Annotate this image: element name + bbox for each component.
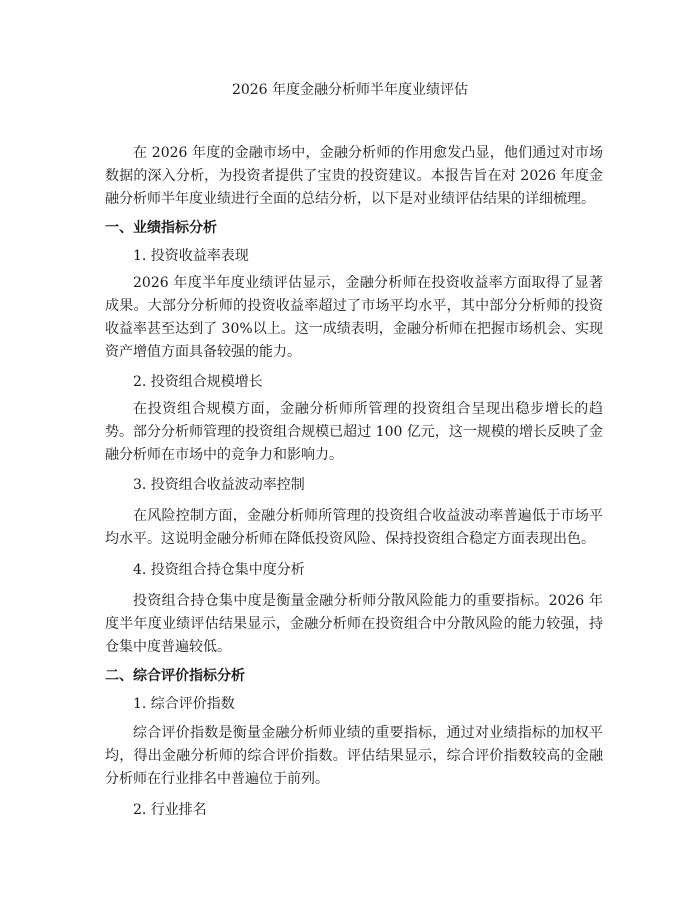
section2-item1-paragraph: 综合评价指数是衡量金融分析师业绩的重要指标，通过对业绩指标的加权平均，得出金融分析师的综合评价指数。评估结果显示，综合评价指数较高的金融分析师在行业排名中普遍位于前列。 <box>105 725 603 787</box>
section1-item3-heading: 3. 投资组合收益波动率控制 <box>133 477 305 493</box>
section1-item4-paragraph: 投资组合持仓集中度是衡量金融分析师分散风险能力的重要指标。2026 年度半年度业绩评估结果显示，金融分析师在投资组合中分散风险的能力较强，持仓集中度普遍较低。 <box>105 593 603 655</box>
section1-heading: 一、业绩指标分析 <box>105 220 217 236</box>
section1-item1-heading: 1. 投资收益率表现 <box>133 248 249 264</box>
section1-item3-paragraph: 在风险控制方面，金融分析师所管理的投资组合收益波动率普遍低于市场平均水平。这说明金融分析师在降低投资风险、保持投资组合稳定方面表现出色。 <box>105 508 603 547</box>
section1-item1-paragraph: 2026 年度半年度业绩评估显示，金融分析师在投资收益率方面取得了显著成果。大部分分析师的投资收益率超过了市场平均水平，其中部分分析师的投资收益率甚至达到了 30%以上。这一成绩表明，金融分析师在把握市场机会、实现资产增值方面具备较强的能力。 <box>105 275 603 360</box>
section2-heading: 二、综合评价指标分析 <box>105 668 245 684</box>
section2-item2-heading: 2. 行业排名 <box>133 802 207 818</box>
intro-paragraph: 在 2026 年度的金融市场中，金融分析师的作用愈发凸显，他们通过对市场数据的深入分析，为投资者提供了宝贵的投资建议。本报告旨在对 2026 年度金融分析师半年度业绩进行全面的总结分析，以下是对业绩评估结果的详细梳理。 <box>105 145 603 207</box>
section2-item1-heading: 1. 综合评价指数 <box>133 696 235 712</box>
section1-item2-paragraph: 在投资组合规模方面，金融分析师所管理的投资组合呈现出稳步增长的趋势。部分分析师管理的投资组合规模已超过 100 亿元，这一规模的增长反映了金融分析师在市场中的竞争力和影响力。 <box>105 401 603 463</box>
document-title: 2026 年度金融分析师半年度业绩评估 <box>231 82 469 98</box>
section1-item4-heading: 4. 投资组合持仓集中度分析 <box>133 562 305 578</box>
section1-item2-heading: 2. 投资组合规模增长 <box>133 374 263 390</box>
